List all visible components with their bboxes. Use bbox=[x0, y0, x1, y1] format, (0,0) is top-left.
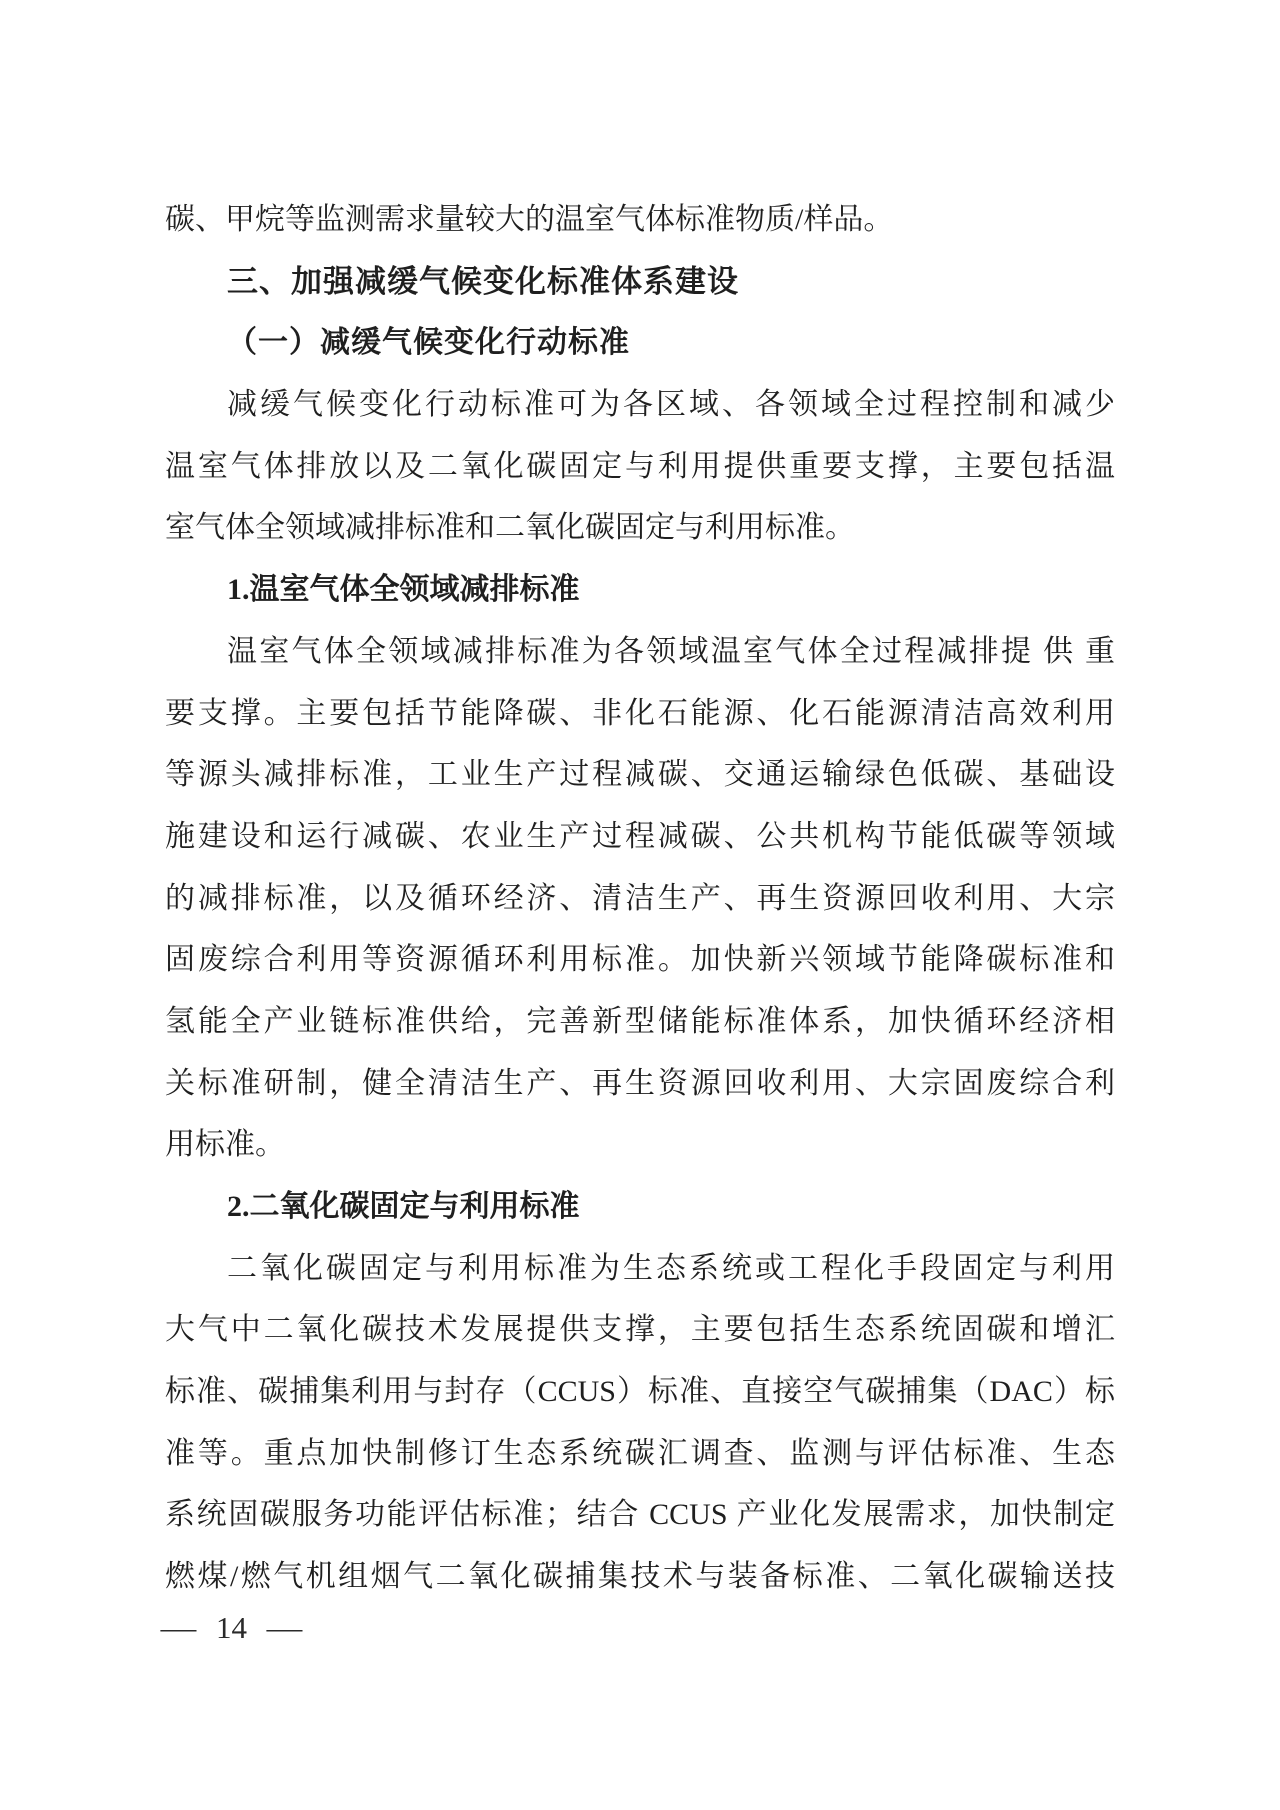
footer-dash-left: — bbox=[160, 1610, 197, 1645]
paragraph-line: 施建设和运行减碳、农业生产过程减碳、公共机构节能低碳等领域 bbox=[165, 819, 1115, 853]
paragraph-line: 燃煤/燃气机组烟气二氧化碳捕集技术与装备标准、二氧化碳输送技 bbox=[165, 1560, 1115, 1594]
paragraph-line: 二氧化碳固定与利用标准为生态系统或工程化手段固定与利用 bbox=[227, 1251, 1115, 1285]
paragraph-line: 减缓气候变化行动标准可为各区域、各领域全过程控制和减少 bbox=[227, 388, 1115, 422]
paragraph-line: 的减排标准，以及循环经济、清洁生产、再生资源回收利用、大宗 bbox=[165, 881, 1115, 915]
section-heading: 三、加强减缓气候变化标准体系建设 bbox=[227, 263, 739, 299]
paragraph-line: 标准、碳捕集利用与封存（CCUS）标准、直接空气碳捕集（DAC）标 bbox=[165, 1375, 1115, 1409]
document-body bbox=[165, 189, 1115, 1608]
paragraph-line: 关标准研制，健全清洁生产、再生资源回收利用、大宗固废综合利 bbox=[165, 1066, 1115, 1100]
subsection-heading: （一）减缓气候变化行动标准 bbox=[227, 326, 630, 360]
paragraph-line: 系统固碳服务功能评估标准；结合 CCUS 产业化发展需求，加快制定 bbox=[165, 1498, 1115, 1532]
paragraph-continuation-line: 碳、甲烷等监测需求量较大的温室气体标准物质/样品。 bbox=[165, 203, 894, 236]
page-number: 14 bbox=[216, 1610, 247, 1645]
numbered-heading-1: 1.温室气体全领域减排标准 bbox=[227, 573, 580, 607]
paragraph-line: 温室气体全领域减排标准为各领域温室气体全过程减排提 供 重 bbox=[227, 634, 1115, 668]
paragraph-line: 氢能全产业链标准供给，完善新型储能标准体系，加快循环经济相 bbox=[165, 1004, 1115, 1038]
footer-dash-right: — bbox=[266, 1610, 303, 1645]
paragraph-line: 温室气体排放以及二氧化碳固定与利用提供重要支撑，主要包括温 bbox=[165, 449, 1115, 483]
paragraph-line: 准等。重点加快制修订生态系统碳汇调查、监测与评估标准、生态 bbox=[165, 1436, 1115, 1470]
paragraph-line: 等源头减排标准，工业生产过程减碳、交通运输绿色低碳、基础设 bbox=[165, 758, 1115, 792]
paragraph-line: 大气中二氧化碳技术发展提供支撑，主要包括生态系统固碳和增汇 bbox=[165, 1313, 1115, 1347]
paragraph-end-line: 室气体全领域减排标准和二氧化碳固定与利用标准。 bbox=[165, 511, 855, 545]
paragraph-line: 固废综合利用等资源循环利用标准。加快新兴领域节能降碳标准和 bbox=[165, 943, 1115, 977]
paragraph-end-line: 用标准。 bbox=[165, 1128, 285, 1162]
paragraph-line: 要支撑。主要包括节能降碳、非化石能源、化石能源清洁高效利用 bbox=[165, 696, 1115, 730]
numbered-heading-2: 2.二氧化碳固定与利用标准 bbox=[227, 1190, 580, 1223]
page-footer bbox=[160, 1600, 303, 1656]
